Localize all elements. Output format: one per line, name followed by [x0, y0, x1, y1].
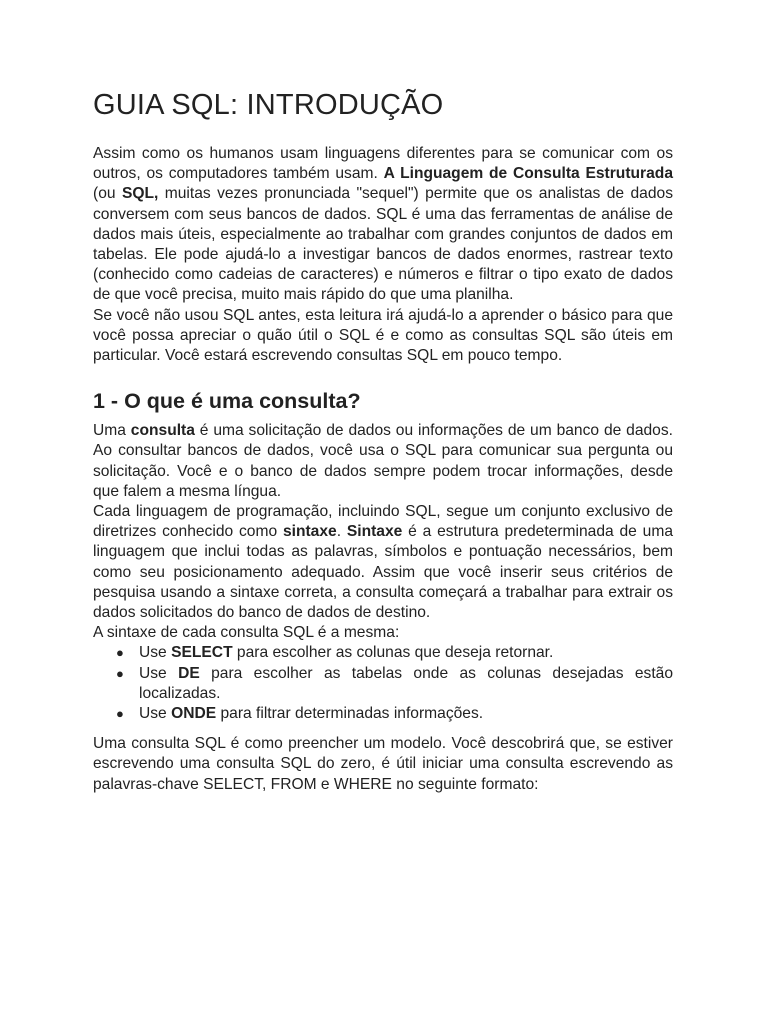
list-item: [116, 643, 673, 663]
list-item-text: para escolher as colunas que deseja retornar.: [232, 644, 554, 662]
document-title: GUIA SQL: INTRODUÇÃO: [93, 89, 444, 121]
section-text: é a estrutura predeterminada de uma linguagem que inclui todas as palavras, símbolos e pontuação necessários, bem como seu posicionamento adequado. Assim que você inserir seus critérios de pesquisa usando a sintaxe correta, a consulta começará a trabalhar para extrair os dados solicitados do banco de dados de destino.: [93, 523, 673, 622]
bullet-icon: ●: [116, 645, 124, 661]
list-item-text: Use: [139, 664, 179, 682]
section-paragraph-1: [93, 421, 673, 502]
list-item: [116, 664, 673, 704]
intro-bold-term: SQL,: [121, 185, 159, 203]
section-text: Cada linguagem de programação, incluindo SQL, segue um conjunto exclusivo de diretrizes conhecido como: [93, 503, 673, 541]
list-item-keyword: DE: [178, 664, 200, 682]
intro-paragraph-1: [93, 144, 673, 306]
intro-text: Assim como os humanos usam linguagens diferentes para se comunicar com os outros, os computadores também usam.: [93, 145, 673, 183]
intro-text: (ou: [93, 185, 122, 203]
section-bold-term: Sintaxe: [346, 523, 403, 541]
list-item-keyword: SELECT: [171, 644, 233, 662]
syntax-bullet-list: [93, 643, 673, 724]
section-heading: 1 - O que é uma consulta?: [93, 389, 361, 414]
section-paragraph-2: [93, 502, 673, 623]
list-item-text: Use: [139, 644, 172, 662]
section-paragraph-4: Uma consulta SQL é como preencher um modelo. Você descobrirá que, se estiver escrevendo uma consulta SQL do zero, é útil iniciar uma consulta escrevendo as palavras-chave SELECT, FROM e WHERE no seguinte formato:: [93, 735, 673, 793]
list-item-text: para escolher as tabelas onde as colunas desejadas estão localizadas.: [139, 664, 673, 702]
section-bold-term: consulta: [130, 422, 195, 440]
intro-paragraph-2: Se você não usou SQL antes, esta leitura irá ajudá-lo a aprender o básico para que você possa apreciar o quão útil o SQL é e como as consultas SQL são úteis em particular. Você estará escrevendo consultas SQL em pouco tempo.: [93, 306, 673, 365]
list-item: [116, 704, 673, 724]
document-page: [93, 86, 673, 795]
section-text: .: [336, 523, 347, 541]
bullet-icon: ●: [116, 665, 124, 681]
list-item-keyword: ONDE: [171, 705, 217, 723]
bullet-icon: ●: [116, 706, 124, 722]
list-item-text: Use: [139, 705, 172, 723]
list-item-text: para filtrar determinadas informações.: [216, 705, 484, 723]
section-paragraph-3: A sintaxe de cada consulta SQL é a mesma:: [93, 624, 400, 642]
section-text: é uma solicitação de dados ou informações de um banco de dados. Ao consultar bancos de dados, você usa o SQL para comunicar sua pergunta ou solicitação. Você e o banco de dados sempre podem trocar informações, desde que falem a mesma língua.: [93, 422, 673, 500]
intro-bold-term: A Linguagem de Consulta Estruturada: [383, 165, 673, 183]
intro-text: muitas vezes pronunciada "sequel") permite que os analistas de dados conversem com seus bancos de dados. SQL é uma das ferramentas de análise de dados mais úteis, especialmente ao trabalhar com grandes conjuntos de dados em tabelas. Ele pode ajudá-lo a investigar bancos de dados enormes, rastrear texto (conhecido como cadeias de caracteres) e números e filtrar o tipo exato de dados de que você precisa, muito mais rápido do que uma planilha.: [93, 185, 673, 304]
section-bold-term: sintaxe: [282, 523, 337, 541]
section-text: Uma: [93, 422, 131, 440]
